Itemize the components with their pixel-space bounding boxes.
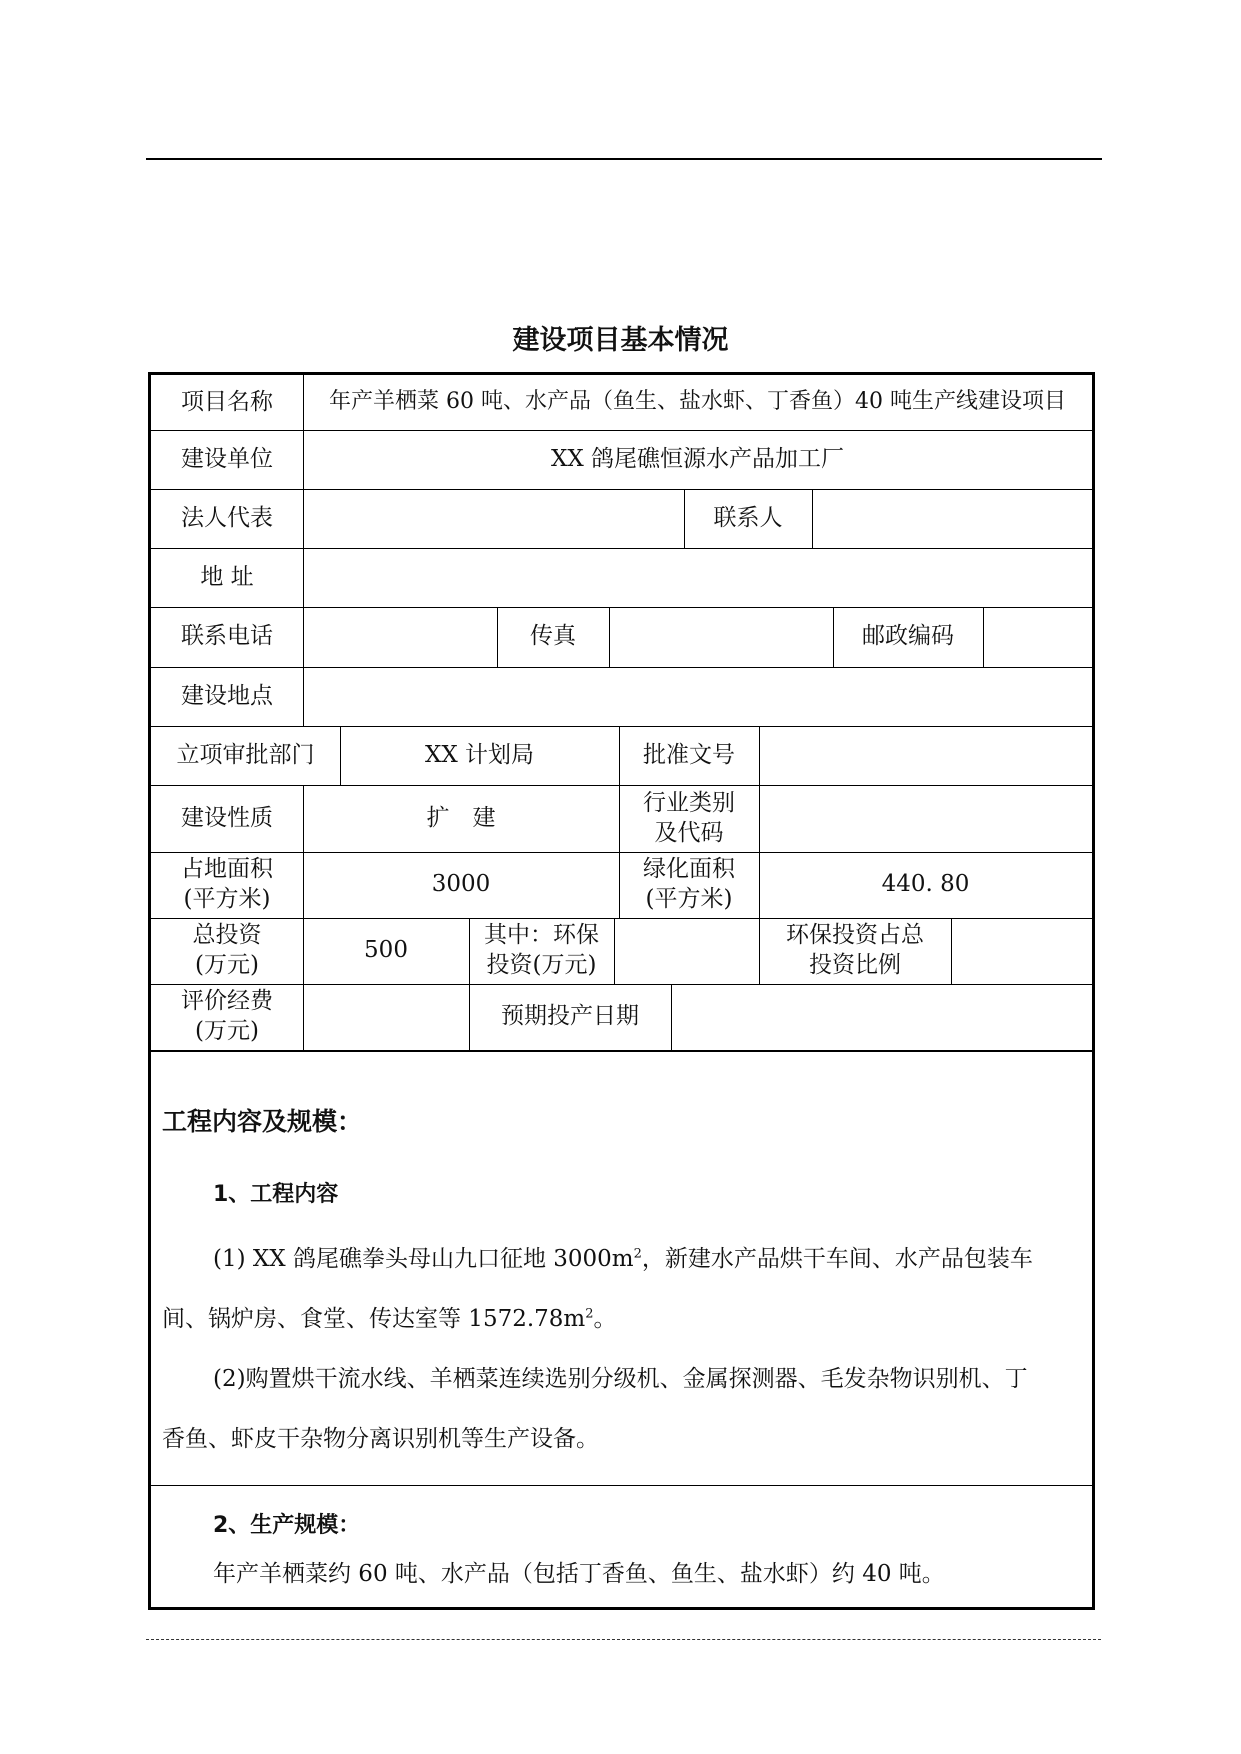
p1-line1-text: (1) XX 鸽尾礁拳头母山九口征地 3000m	[213, 1246, 634, 1272]
project-name-value: 年产羊栖菜 60 吨、水产品（鱼生、盐水虾、丁香鱼）40 吨生产线建设项目	[329, 389, 1066, 415]
p1-line2-sup: 2	[585, 1306, 594, 1322]
total-invest-value: 500	[364, 937, 408, 964]
env-invest-label	[469, 918, 614, 984]
col-divider	[609, 607, 610, 667]
fax-label: 传真	[530, 623, 576, 650]
legal-rep-label: 法人代表	[181, 504, 273, 531]
env-invest-label-line2: 投资(万元)	[486, 952, 597, 978]
env-invest-label-line1: 其中：环保	[484, 922, 599, 949]
header-rule	[146, 158, 1102, 160]
total-invest-label-line1: 总投资	[192, 922, 262, 949]
eval-fee-label-line1: 评价经费	[181, 988, 273, 1015]
p1-line1-sup: 2	[633, 1246, 642, 1262]
postcode-label: 邮政编码	[862, 623, 954, 650]
env-ratio-label	[759, 918, 951, 984]
industry-label	[619, 785, 759, 852]
land-area-label	[151, 852, 303, 918]
land-area-label-line2: (平方米)	[183, 886, 271, 912]
industry-label-line1: 行业类别	[643, 789, 735, 816]
col-divider	[983, 607, 984, 667]
nature-label: 建设性质	[181, 804, 273, 831]
site-label: 建设地点	[181, 682, 273, 709]
col-divider	[671, 984, 672, 1050]
address-label: 地 址	[200, 563, 254, 590]
row-divider	[151, 1050, 1092, 1052]
nature-value: 扩 建	[426, 804, 496, 831]
paragraph1-line1	[213, 1240, 1033, 1273]
section2-text: 年产羊栖菜约 60 吨、水产品（包括丁香鱼、鱼生、盐水虾）约 40 吨。	[213, 1561, 945, 1587]
paragraph1-line2	[162, 1300, 617, 1333]
p1-line2-text-end: 。	[593, 1306, 617, 1332]
p1-line1-text-end: ，新建水产品烘干车间、水产品包装车	[641, 1246, 1033, 1272]
green-area-label-line1: 绿化面积	[643, 856, 735, 883]
env-ratio-label-line1: 环保投资占总	[786, 922, 924, 949]
approval-dept-value: XX 计划局	[424, 741, 535, 768]
project-name-label: 项目名称	[181, 388, 273, 415]
green-area-value: 440. 80	[881, 871, 970, 898]
env-ratio-label-line2: 投资比例	[809, 952, 901, 978]
info-table	[148, 372, 1095, 1610]
col-divider	[812, 489, 813, 548]
section-divider	[151, 1485, 1092, 1486]
col-divider	[614, 918, 615, 984]
construction-unit-label: 建设单位	[181, 445, 273, 472]
paragraph2-line2: 香鱼、虾皮干杂物分离识别机等生产设备。	[162, 1426, 599, 1452]
land-area-value: 3000	[431, 871, 491, 898]
page-title: 建设项目基本情况	[512, 325, 729, 356]
approval-no-label: 批准文号	[643, 741, 735, 768]
green-area-label	[619, 852, 759, 918]
section2-heading: 2、生产规模：	[213, 1513, 361, 1538]
total-invest-label-line2: (万元)	[195, 952, 259, 978]
eval-fee-label	[151, 984, 303, 1050]
approval-dept-label: 立项审批部门	[176, 741, 315, 768]
land-area-label-line1: 占地面积	[181, 856, 273, 883]
green-area-label-line2: (平方米)	[645, 886, 733, 912]
industry-label-line2: 及代码	[654, 819, 724, 846]
phone-label: 联系电话	[181, 623, 273, 650]
col-divider	[951, 918, 952, 984]
p1-line2-text: 间、锅炉房、食堂、传达室等 1572.78m	[162, 1306, 586, 1332]
content-heading: 工程内容及规模：	[162, 1107, 363, 1136]
eval-fee-label-line2: (万元)	[195, 1018, 259, 1044]
paragraph2-line1: (2)购置烘干流水线、羊栖菜连续选别分级机、金属探测器、毛发杂物识别机、丁	[213, 1366, 1028, 1392]
total-invest-label	[151, 918, 303, 984]
section1-heading: 1、工程内容	[213, 1182, 339, 1207]
contact-label: 联系人	[713, 504, 783, 531]
expected-date-label: 预期投产日期	[501, 1003, 639, 1030]
construction-unit-value: XX 鸽尾礁恒源水产品加工厂	[550, 445, 845, 472]
footer-rule	[146, 1639, 1101, 1640]
